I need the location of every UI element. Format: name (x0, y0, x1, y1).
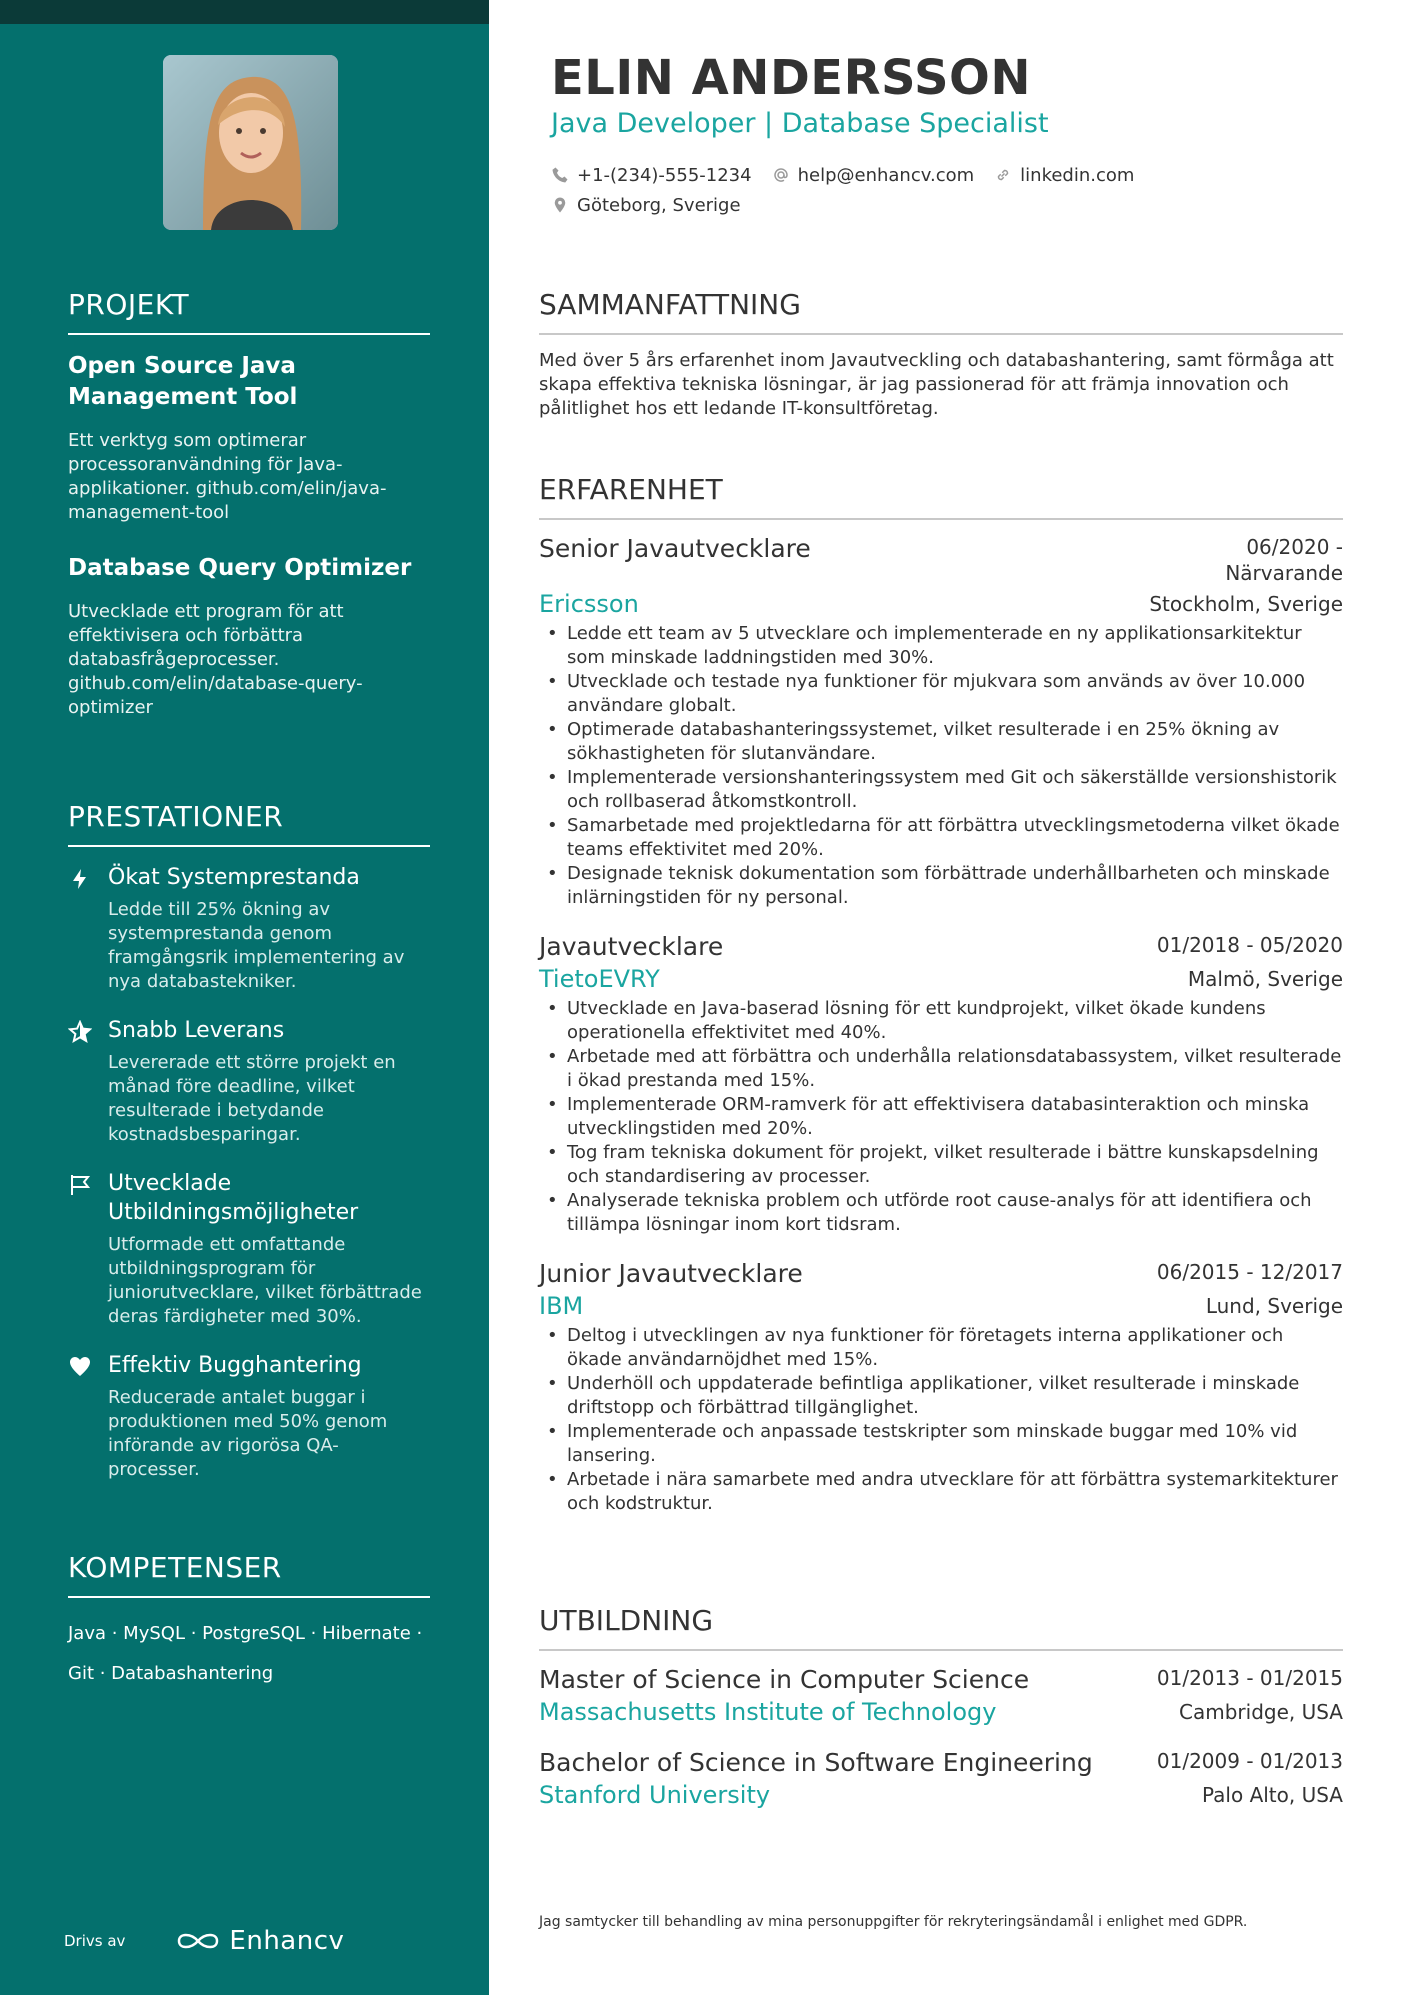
achievement-description: Utformade ett omfattande utbildningsprogram för juniorutvecklare, vilket förbättrade deras färdigheter med 30%. (108, 1234, 422, 1327)
enhancv-logo[interactable] (175, 1926, 344, 1956)
list-item: • Ledde ett team av 5 utvecklare och implementerade en ny applikationsarkitektur som minskade laddningstiden med 30%. (539, 622, 1343, 670)
skills-section (68, 1551, 430, 1694)
achievement-title: Snabb Leverans (108, 1018, 285, 1043)
list-item: • Utvecklade en Java-baserad lösning för ett kundprojekt, vilket ökade kundens operationella effektivitet med 40%. (539, 997, 1343, 1045)
job-title: Junior Javautvecklare (539, 1259, 803, 1288)
email[interactable] (772, 165, 975, 186)
powered-by-label: Drivs av (64, 1932, 126, 1950)
link-icon (994, 166, 1012, 184)
list-item: • Underhöll och uppdaterade befintliga applikationer, vilket resulterade i minskade driftstopp och förbättrad tillgänglighet. (539, 1372, 1343, 1420)
project-item (68, 553, 430, 720)
list-item: • Arbetade i nära samarbete med andra utvecklare för att förbättra systemarkitekturer och kodstruktur. (539, 1468, 1343, 1516)
job-entry (539, 534, 1343, 910)
skills-list (68, 1614, 430, 1694)
achievement-title: Ökat Systemprestanda (108, 865, 360, 890)
powered-by (64, 1926, 344, 1956)
school-location: Cambridge, USA (1179, 1700, 1343, 1724)
at-icon (772, 166, 790, 184)
skills-line: Git · Databashantering (68, 1663, 274, 1684)
degree-title: Bachelor of Science in Software Engineering (539, 1748, 1093, 1777)
school-name: Massachusetts Institute of Technology (539, 1698, 997, 1726)
project-title: Open Source Java Management Tool (68, 353, 298, 410)
phone-text: +1-(234)-555-1234 (577, 164, 752, 186)
list-item: • Optimerade databashanteringssystemet, vilket resulterade i en 25% ökning av sökhastigheten för slutanvändare. (539, 718, 1343, 766)
list-item: • Implementerade ORM-ramverk för att effektivisera databasinteraktion och minska utvecklingstiden med 20%. (539, 1093, 1343, 1141)
projects-section (68, 288, 430, 748)
achievement-description: Reducerade antalet buggar i produktionen med 50% genom införande av rigorösa QA-processer. (108, 1387, 388, 1480)
job-title: Senior Javautvecklare (539, 534, 811, 563)
achievement-title: Effektiv Bugghantering (108, 1353, 362, 1378)
bolt-icon (68, 867, 92, 891)
list-item: • Implementerade och anpassade testskripter som minskade buggar med 10% vid lansering. (539, 1420, 1343, 1468)
achievement-description: Levererade ett större projekt en månad före deadline, vilket resulterade i betydande kostnadsbesparingar. (108, 1052, 396, 1145)
location (551, 195, 741, 216)
company-name: Ericsson (539, 590, 639, 618)
project-description: Utvecklade ett program för att effektivisera och förbättra databasfrågeprocesser. github.com/elin/database-query-optimizer (68, 601, 363, 718)
candidate-name: ELIN ANDERSSON (551, 50, 1031, 106)
sidebar (0, 0, 489, 1995)
company-name: TietoEVRY (539, 965, 660, 993)
achievement-description: Ledde till 25% ökning av systemprestanda genom framgångsrik implementering av nya databastekniker. (108, 899, 405, 992)
job-dates (1225, 534, 1343, 586)
brand-name: Enhancv (229, 1926, 345, 1956)
achievement-item (68, 1016, 430, 1147)
phone[interactable] (551, 165, 752, 186)
enhancv-icon (175, 1930, 221, 1952)
flag-icon (68, 1173, 92, 1197)
skills-line: Java · MySQL · PostgreSQL · Hibernate · (68, 1623, 423, 1644)
linkedin[interactable] (994, 165, 1134, 186)
skills-heading: KOMPETENSER (68, 1551, 430, 1598)
list-item: • Implementerade versionshanteringssystem med Git och säkerställde versionshistorik och rollbaserad åtkomstkontroll. (539, 766, 1343, 814)
main-content (539, 0, 1343, 1995)
list-item: • Utvecklade och testade nya funktioner för mjukvara som används av över 10.000 användare globalt. (539, 670, 1343, 718)
phone-icon (551, 166, 569, 184)
list-item: • Deltog i utvecklingen av nya funktioner för företagets interna applikationer och ökade användarnöjdhet med 15%. (539, 1324, 1343, 1372)
list-item: • Arbetade med att förbättra och underhålla relationsdatabassystem, vilket resulterade i ökad prestanda med 15%. (539, 1045, 1343, 1093)
location-pin-icon (551, 196, 569, 214)
linkedin-text: linkedin.com (1020, 164, 1135, 186)
list-item: • Designade teknisk dokumentation som förbättrade underhållbarheten och minskade inlärningstiden för ny personal. (539, 862, 1343, 910)
job-entry (539, 1259, 1343, 1516)
gdpr-consent: Jag samtycker till behandling av mina personuppgifter för rekryteringsändamål i enlighet med GDPR. (539, 1914, 1248, 1930)
education-dates: 01/2013 - 01/2015 (1156, 1666, 1343, 1690)
education-dates: 01/2009 - 01/2013 (1156, 1749, 1343, 1773)
education-heading: UTBILDNING (539, 1604, 1343, 1651)
list-item: • Tog fram tekniska dokument för projekt, vilket resulterade i bättre kunskapsdelning och standardisering av processer. (539, 1141, 1343, 1189)
summary-section (539, 288, 1343, 421)
job-title: Javautvecklare (539, 932, 724, 961)
job-entry (539, 932, 1343, 1237)
profile-photo (163, 55, 338, 230)
job-bullets (539, 997, 1343, 1237)
achievement-item (68, 863, 430, 994)
sidebar-top-bar (0, 0, 489, 24)
company-name: IBM (539, 1292, 584, 1320)
education-entry (539, 1748, 1343, 1809)
degree-title: Master of Science in Computer Science (539, 1665, 1030, 1694)
job-date-start: 06/2020 - (1246, 535, 1343, 559)
school-location: Palo Alto, USA (1202, 1783, 1343, 1807)
job-dates: 06/2015 - 12/2017 (1156, 1260, 1343, 1284)
star-icon (68, 1020, 92, 1044)
education-section (539, 1604, 1343, 1831)
project-item (68, 351, 430, 525)
email-text: help@enhancv.com (797, 164, 975, 186)
achievement-item (68, 1169, 430, 1329)
experience-heading: ERFARENHET (539, 473, 1343, 520)
experience-section (539, 473, 1343, 1538)
projects-heading: PROJEKT (68, 288, 430, 335)
list-item: • Samarbetade med projektledarna för att förbättra utvecklingsmetoderna vilket ökade teams effektivitet med 20%. (539, 814, 1343, 862)
project-title: Database Query Optimizer (68, 555, 412, 581)
list-item: • Analyserade tekniska problem och utförde root cause-analys för att identifiera och tillämpa lösningar inom kort tidsram. (539, 1189, 1343, 1237)
contact-info (551, 160, 1134, 220)
school-name: Stanford University (539, 1781, 771, 1809)
education-entry (539, 1665, 1343, 1726)
job-dates: 01/2018 - 05/2020 (1156, 933, 1343, 957)
job-location: Stockholm, Sverige (1149, 592, 1343, 616)
achievements-section (68, 800, 430, 1504)
job-bullets (539, 622, 1343, 910)
heart-icon (68, 1355, 92, 1379)
project-description: Ett verktyg som optimerar processoranvändning för Java-applikationer. github.com/elin/java-management-tool (68, 430, 387, 523)
achievement-item (68, 1351, 430, 1482)
achievement-title: Utvecklade Utbildningsmöjligheter (108, 1171, 359, 1225)
job-location: Malmö, Sverige (1187, 967, 1343, 991)
achievements-heading: PRESTATIONER (68, 800, 430, 847)
summary-text: Med över 5 års erfarenhet inom Javautveckling och databashantering, samt förmåga att skapa effektiva tekniska lösningar, är jag passionerad för att främja innovation och pålitlighet hos ett ledande IT-konsultföretag. (539, 350, 1334, 419)
candidate-role: Java Developer | Database Specialist (551, 108, 1049, 139)
job-location: Lund, Sverige (1205, 1294, 1343, 1318)
job-bullets (539, 1324, 1343, 1516)
summary-heading: SAMMANFATTNING (539, 288, 1343, 335)
job-date-end: Närvarande (1225, 561, 1343, 585)
location-text: Göteborg, Sverige (577, 194, 741, 216)
